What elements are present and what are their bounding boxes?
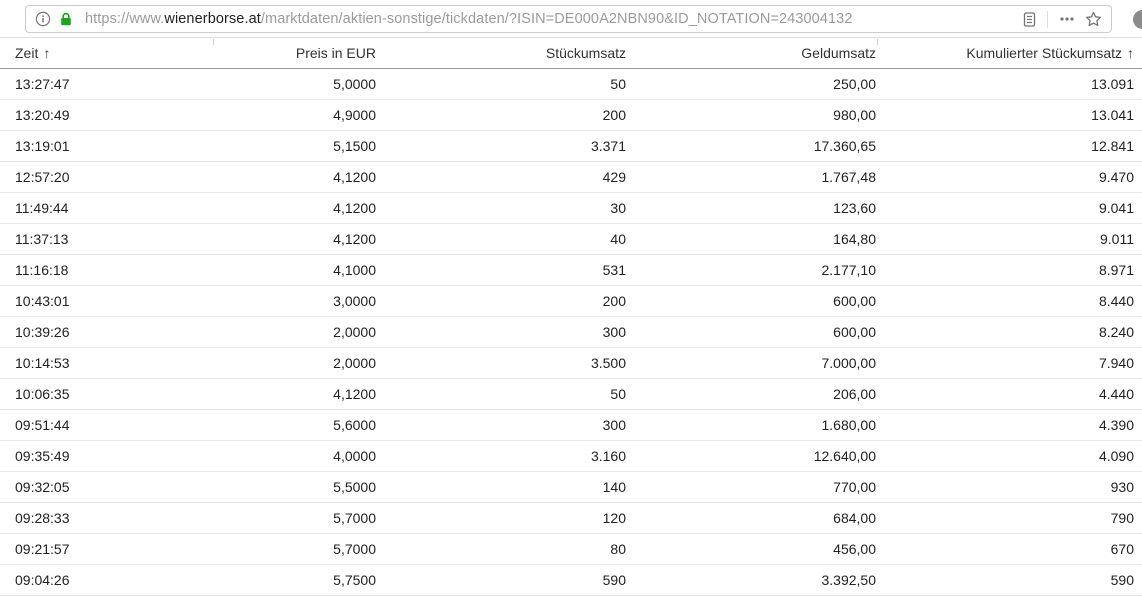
volume-cell: 40 <box>384 223 634 254</box>
cumulative-volume-cell: 9.011 <box>884 223 1142 254</box>
column-divider-tick <box>213 39 214 45</box>
time-cell: 10:43:01 <box>0 285 213 316</box>
turnover-cell: 684,00 <box>634 502 884 533</box>
table-row <box>0 440 1142 471</box>
volume-cell: 120 <box>384 502 634 533</box>
table-row <box>0 254 1142 285</box>
column-label: Zeit <box>15 44 39 61</box>
volume-cell: 300 <box>384 316 634 347</box>
turnover-cell: 123,60 <box>634 192 884 223</box>
bookmark-star-icon[interactable] <box>1084 10 1103 29</box>
time-cell: 13:27:47 <box>0 68 213 99</box>
time-cell: 13:20:49 <box>0 99 213 130</box>
turnover-cell: 1.767,48 <box>634 161 884 192</box>
column-divider-tick <box>877 39 878 45</box>
more-options-icon[interactable] <box>1058 10 1076 28</box>
cumulative-volume-cell: 670 <box>884 533 1142 564</box>
volume-cell: 200 <box>384 285 634 316</box>
cumulative-volume-cell: 8.971 <box>884 254 1142 285</box>
volume-cell: 30 <box>384 192 634 223</box>
cumulative-volume-cell: 9.470 <box>884 161 1142 192</box>
table-row <box>0 68 1142 99</box>
price-cell: 5,7000 <box>213 533 384 564</box>
time-cell: 12:57:20 <box>0 161 213 192</box>
volume-cell: 200 <box>384 99 634 130</box>
volume-cell: 531 <box>384 254 634 285</box>
volume-cell: 80 <box>384 533 634 564</box>
price-cell: 4,1200 <box>213 161 384 192</box>
volume-cell: 140 <box>384 471 634 502</box>
price-cell: 4,0000 <box>213 440 384 471</box>
price-cell: 4,1200 <box>213 378 384 409</box>
volume-cell: 429 <box>384 161 634 192</box>
turnover-cell: 600,00 <box>634 285 884 316</box>
turnover-cell: 456,00 <box>634 533 884 564</box>
table-row <box>0 316 1142 347</box>
price-cell: 2,0000 <box>213 347 384 378</box>
turnover-cell: 980,00 <box>634 99 884 130</box>
volume-cell: 50 <box>384 378 634 409</box>
volume-cell: 3.500 <box>384 347 634 378</box>
turnover-cell: 3.392,50 <box>634 564 884 595</box>
time-cell: 11:16:18 <box>0 254 213 285</box>
time-cell: 09:04:26 <box>0 564 213 595</box>
table-row <box>0 99 1142 130</box>
table-header <box>0 38 1142 68</box>
cumulative-volume-cell: 12.841 <box>884 130 1142 161</box>
column-header-kumulierter-stueckumsatz[interactable] <box>884 38 1142 68</box>
time-cell: 09:21:57 <box>0 533 213 564</box>
column-header-geldumsatz[interactable] <box>634 38 884 68</box>
table-row <box>0 130 1142 161</box>
column-label: Preis in EUR <box>295 44 376 61</box>
price-cell: 4,1000 <box>213 254 384 285</box>
price-cell: 5,7500 <box>213 564 384 595</box>
column-label: Geldumsatz <box>801 44 876 61</box>
column-header-zeit[interactable] <box>0 38 213 68</box>
table-row <box>0 378 1142 409</box>
cumulative-volume-cell: 7.940 <box>884 347 1142 378</box>
cumulative-volume-cell: 4.390 <box>884 409 1142 440</box>
toolbar-divider <box>1047 11 1048 28</box>
turnover-cell: 250,00 <box>634 68 884 99</box>
column-header-stueckumsatz[interactable] <box>384 38 634 68</box>
table-row <box>0 192 1142 223</box>
table-row <box>0 223 1142 254</box>
volume-cell: 50 <box>384 68 634 99</box>
volume-cell: 3.160 <box>384 440 634 471</box>
table-row <box>0 285 1142 316</box>
tick-data-table <box>0 38 1142 596</box>
price-cell: 4,1200 <box>213 223 384 254</box>
turnover-cell: 206,00 <box>634 378 884 409</box>
time-cell: 10:14:53 <box>0 347 213 378</box>
turnover-cell: 7.000,00 <box>634 347 884 378</box>
time-cell: 09:32:05 <box>0 471 213 502</box>
turnover-cell: 600,00 <box>634 316 884 347</box>
table-row <box>0 161 1142 192</box>
time-cell: 10:06:35 <box>0 378 213 409</box>
lock-icon[interactable] <box>58 11 74 27</box>
cumulative-volume-cell: 13.091 <box>884 68 1142 99</box>
url-text[interactable] <box>85 11 1019 27</box>
tick-table-body <box>0 68 1142 595</box>
browser-toolbar <box>0 0 1142 38</box>
table-row <box>0 409 1142 440</box>
column-label: Stückumsatz <box>545 44 626 61</box>
price-cell: 5,7000 <box>213 502 384 533</box>
cumulative-volume-cell: 13.041 <box>884 99 1142 130</box>
url-path: /marktdaten/aktien-sonstige/tickdaten/?ISIN=DE000A2NBN90&ID_NOTATION=243004132 <box>260 11 853 27</box>
price-cell: 5,0000 <box>213 68 384 99</box>
cumulative-volume-cell: 590 <box>884 564 1142 595</box>
time-cell: 10:39:26 <box>0 316 213 347</box>
sort-ascending-icon: ↑ <box>43 44 51 61</box>
table-row <box>0 347 1142 378</box>
price-cell: 3,0000 <box>213 285 384 316</box>
column-label: Kumulierter Stückumsatz <box>966 44 1122 61</box>
table-row <box>0 564 1142 595</box>
price-cell: 5,1500 <box>213 130 384 161</box>
cumulative-volume-cell: 4.090 <box>884 440 1142 471</box>
profile-avatar-icon[interactable] <box>1133 10 1142 29</box>
table-row <box>0 533 1142 564</box>
column-header-preis-in-eur[interactable] <box>213 38 384 68</box>
time-cell: 11:49:44 <box>0 192 213 223</box>
url-domain: wienerborse.at <box>164 11 261 27</box>
cumulative-volume-cell: 8.240 <box>884 316 1142 347</box>
price-cell: 4,1200 <box>213 192 384 223</box>
price-cell: 2,0000 <box>213 316 384 347</box>
turnover-cell: 1.680,00 <box>634 409 884 440</box>
cumulative-volume-cell: 4.440 <box>884 378 1142 409</box>
price-cell: 4,9000 <box>213 99 384 130</box>
table-header-row <box>0 38 1142 68</box>
url-bar[interactable] <box>25 5 1112 33</box>
cumulative-volume-cell: 8.440 <box>884 285 1142 316</box>
time-cell: 09:51:44 <box>0 409 213 440</box>
time-cell: 09:35:49 <box>0 440 213 471</box>
table-row <box>0 502 1142 533</box>
volume-cell: 590 <box>384 564 634 595</box>
sort-ascending-icon: ↑ <box>1127 44 1134 61</box>
turnover-cell: 164,80 <box>634 223 884 254</box>
price-cell: 5,6000 <box>213 409 384 440</box>
reader-mode-icon[interactable] <box>1021 11 1038 28</box>
info-icon[interactable] <box>35 11 51 27</box>
cumulative-volume-cell: 790 <box>884 502 1142 533</box>
table-row <box>0 471 1142 502</box>
time-cell: 09:28:33 <box>0 502 213 533</box>
url-prefix: https://www. <box>85 11 165 27</box>
volume-cell: 300 <box>384 409 634 440</box>
time-cell: 13:19:01 <box>0 130 213 161</box>
cumulative-volume-cell: 930 <box>884 471 1142 502</box>
cumulative-volume-cell: 9.041 <box>884 192 1142 223</box>
turnover-cell: 17.360,65 <box>634 130 884 161</box>
price-cell: 5,5000 <box>213 471 384 502</box>
time-cell: 11:37:13 <box>0 223 213 254</box>
turnover-cell: 12.640,00 <box>634 440 884 471</box>
volume-cell: 3.371 <box>384 130 634 161</box>
turnover-cell: 2.177,10 <box>634 254 884 285</box>
turnover-cell: 770,00 <box>634 471 884 502</box>
